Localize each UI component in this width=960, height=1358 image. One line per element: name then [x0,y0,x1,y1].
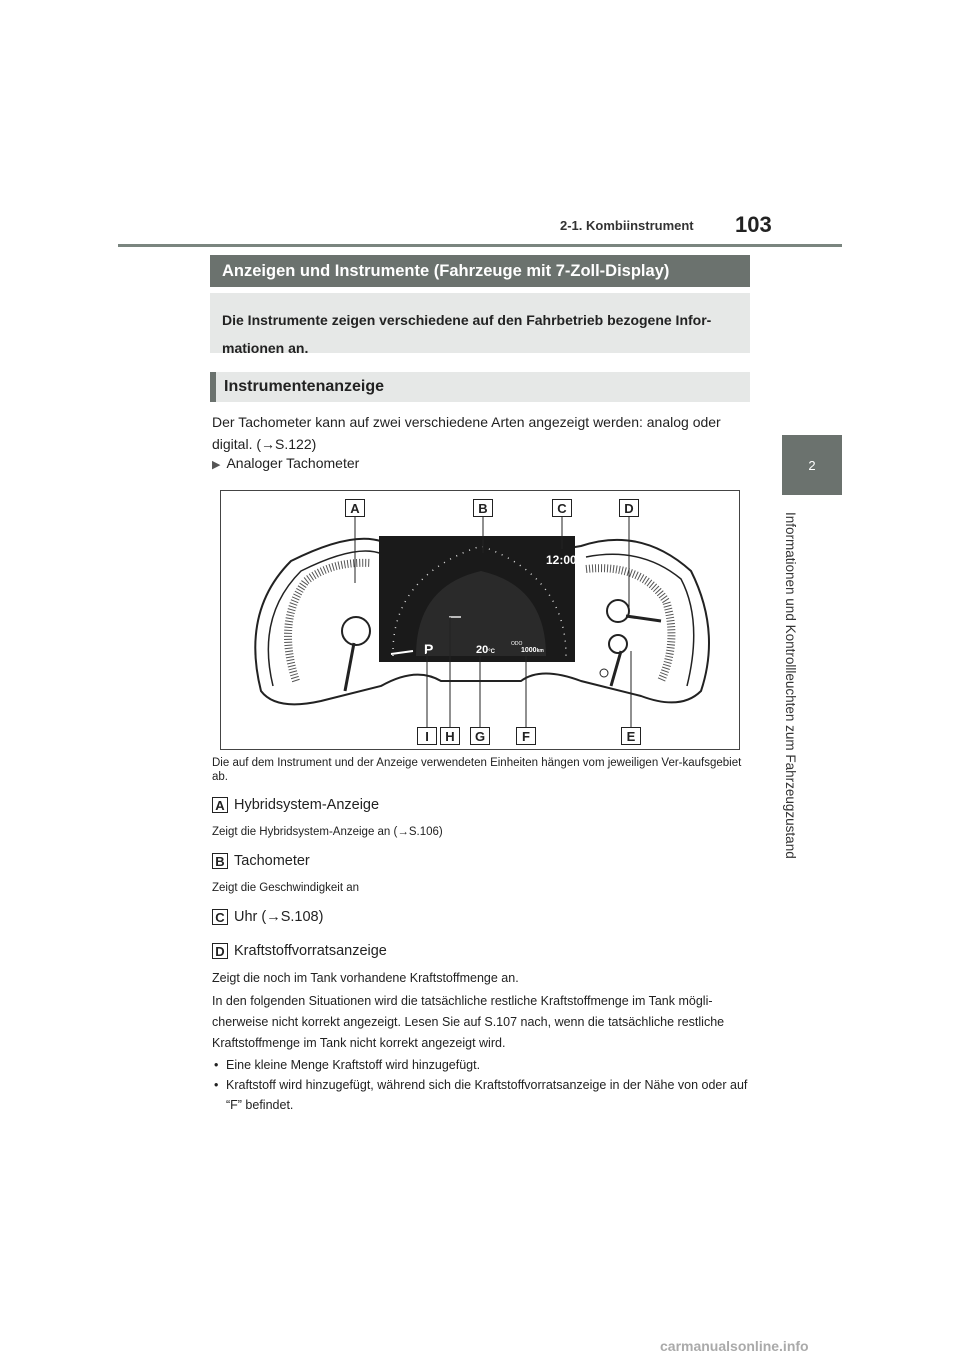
list-item-text: Kraftstoff wird hinzugefügt, während sich die Kraftstoffvorratsanzeige in der Nähe von oder auf “F” befindet. [226,1078,748,1112]
section-banner: Anzeigen und Instrumente (Fahrzeuge mit 7-Zoll-Display) [210,255,750,287]
chapter-tab: 2 [782,435,842,495]
odo-label: ODO [511,641,523,647]
gear-display: P [424,641,434,657]
callout-b: B [473,499,493,517]
page-number: 103 [735,212,772,237]
bullet-dot: • [214,1078,219,1092]
odo-unit: km [536,648,544,654]
item-a [212,797,379,813]
item-b [212,853,310,869]
item-d-letter: D [212,943,228,959]
triangle-bullet-icon: ▶ [212,459,221,471]
item-a-desc: Zeigt die Hybridsystem-Anzeige an (→S.106) [212,826,443,838]
body-line: In den folgenden Situationen wird die tatsächliche restliche Kraftstoffmenge im Tank mögli- [212,994,713,1008]
bullet-dot: • [214,1058,219,1072]
section-title: 2-1. Kombiinstrument [560,218,694,233]
callout-lines [221,491,739,749]
header-rule [118,244,842,247]
sub-heading: Instrumentenanzeige [210,372,750,402]
bullet-heading [212,455,359,471]
temp-unit: °C [488,649,495,655]
callout-i: I [417,727,437,745]
figure-caption: Die auf dem Instrument und der Anzeige verwendeten Einheiten hängen vom jeweiligen Ver-kaufsgebiet ab. [212,757,742,783]
list-item [212,1055,752,1075]
callout-c: C [552,499,572,517]
callout-g: G [470,727,490,745]
callout-a: A [345,499,365,517]
item-a-label: Hybridsystem-Anzeige [234,797,380,813]
clock-display: 12:00 [546,553,577,567]
item-b-desc: Zeigt die Geschwindigkeit an [212,882,360,894]
item-a-letter: A [212,797,228,813]
item-c-label: Uhr (→S.108) [234,909,324,925]
item-d-label: Kraftstoffvorratsanzeige [234,943,387,959]
temp-value: 20 [476,644,489,656]
callout-f: F [516,727,536,745]
list-item [212,1075,752,1115]
intro-paragraph: Der Tachometer kann auf zwei verschiedene Arten angezeigt werden: analog oder digital. (→S.122) [212,414,721,452]
item-c [212,909,323,925]
odo-value: 1000 [521,647,537,654]
item-d-desc: Zeigt die noch im Tank vorhandene Kraftstoffmenge an. [212,971,519,985]
item-b-letter: B [212,853,228,869]
intro-box: Die Instrumente zeigen verschiedene auf den Fahrbetrieb bezogene Infor-mationen an. [210,293,750,353]
callout-e: E [621,727,641,745]
instrument-cluster-figure [220,490,740,750]
item-c-letter: C [212,909,228,925]
bullet-heading-text: Analoger Tachometer [226,455,360,471]
list-item-text: Eine kleine Menge Kraftstoff wird hinzugefügt. [226,1058,481,1072]
body-line: Kraftstoffmenge im Tank nicht korrekt angezeigt wird. [212,1036,506,1050]
body-line: cherweise nicht korrekt angezeigt. Lesen Sie auf S.107 nach, wenn die tatsächliche restliche [212,1015,725,1029]
footer-watermark: carmanualsonline.info [660,1338,809,1354]
chapter-title: Informationen und Kontrollleuchten zum Fahrzeugzustand [783,512,798,859]
callout-d: D [619,499,639,517]
item-b-label: Tachometer [234,853,310,869]
item-d [212,943,387,959]
body-paragraph [212,991,752,1054]
callout-h: H [440,727,460,745]
